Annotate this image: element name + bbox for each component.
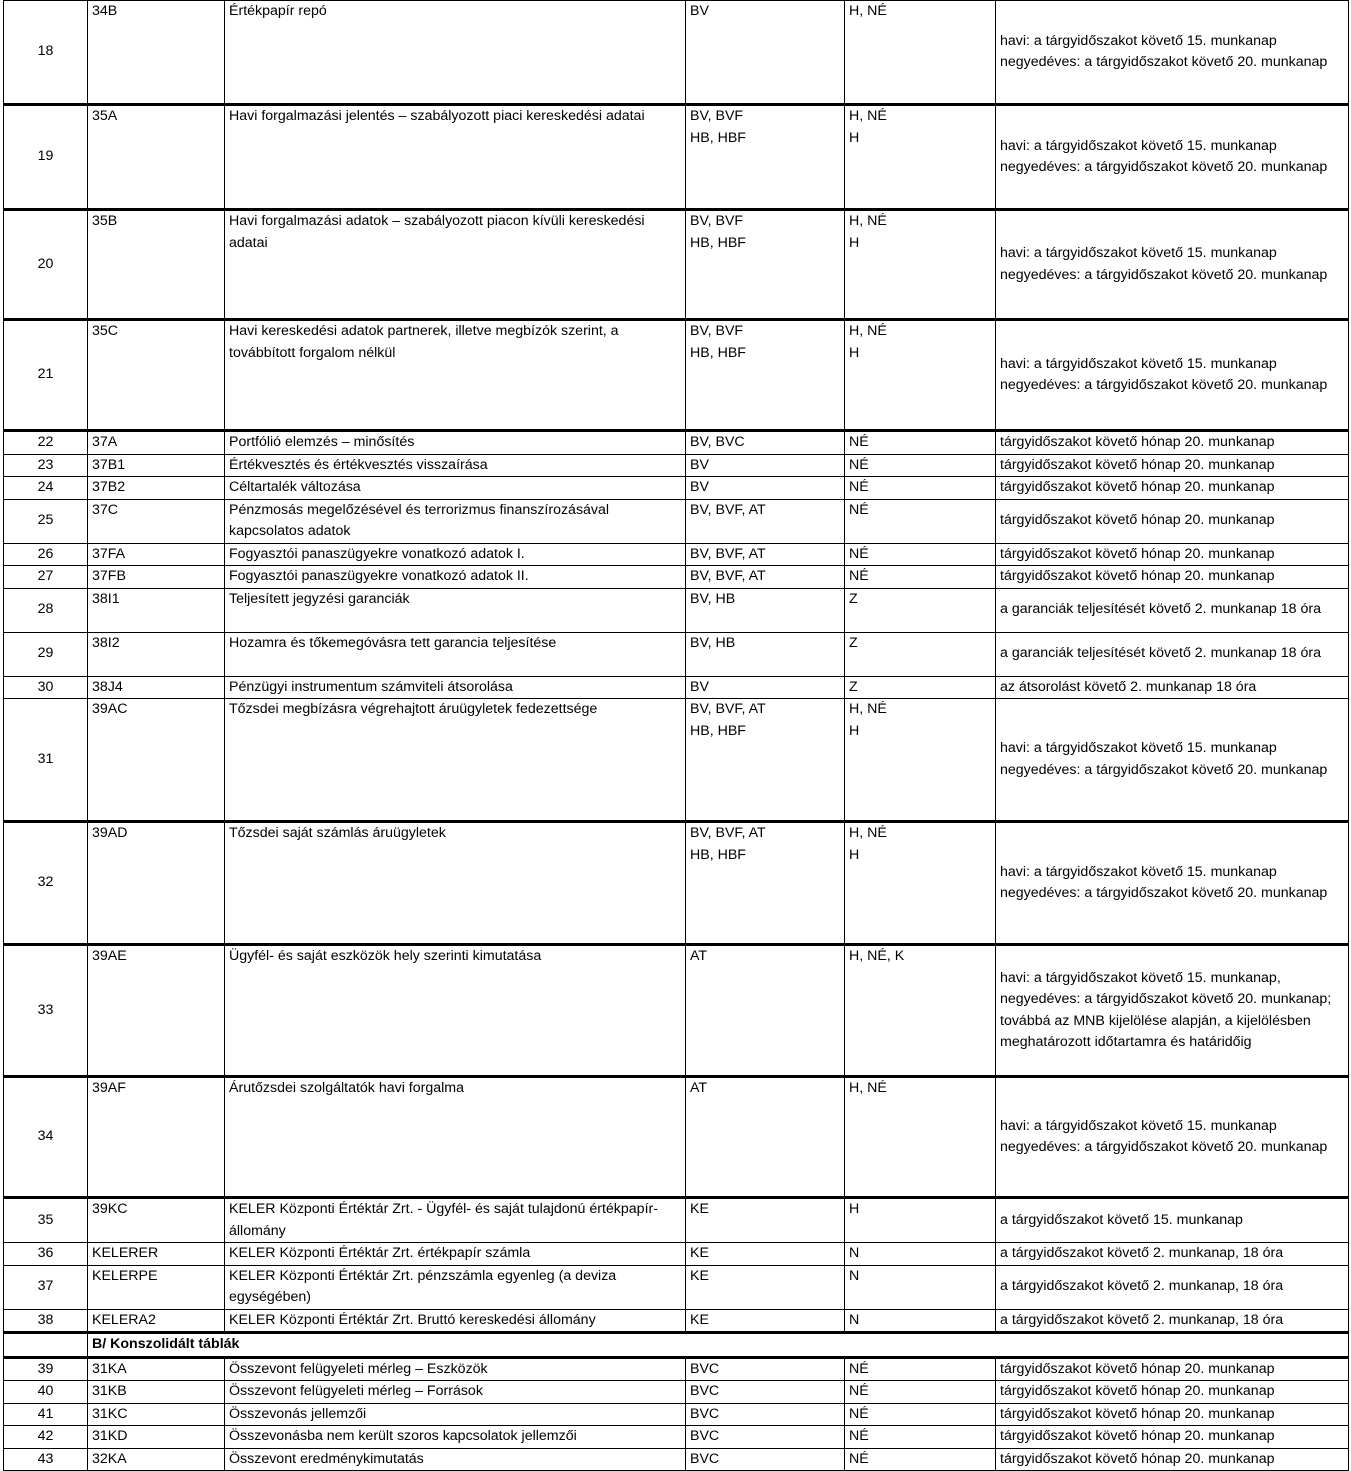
cell-providers: BV, HB [686,588,845,632]
cell-deadline: havi: a tárgyidőszakot követő 15. munkanap negyedéves: a tárgyidőszakot követő 20. munkanap [996,699,1349,822]
cell-code: 39AD [88,822,225,945]
cell-code: 38I1 [88,588,225,632]
cell-deadline: havi: a tárgyidőszakot követő 15. munkanap negyedéves: a tárgyidőszakot követő 20. munkanap [996,320,1349,431]
cell-freq: NÉ [845,1381,996,1404]
cell-no: 23 [4,454,88,477]
cell-deadline: tárgyidőszakot követő hónap 20. munkanap [996,431,1349,455]
cell-deadline: tárgyidőszakot követő hónap 20. munkanap [996,1403,1349,1426]
table-row [4,1357,1349,1381]
cell-deadline: tárgyidőszakot követő hónap 20. munkanap [996,1448,1349,1471]
cell-deadline: havi: a tárgyidőszakot követő 15. munkanap negyedéves: a tárgyidőszakot követő 20. munkanap [996,1,1349,105]
cell-code: KELERA2 [88,1309,225,1333]
cell-freq: Z [845,632,996,676]
cell-code: 37B2 [88,477,225,500]
cell-name: Értékpapír repó [225,1,686,105]
cell-name: Ügyfél- és saját eszközök hely szerinti kimutatása [225,945,686,1077]
section-title: B/ Konszolidált táblák [88,1333,1349,1358]
cell-name: KELER Központi Értéktár Zrt. - Ügyfél- és saját tulajdonú értékpapír-állomány [225,1198,686,1243]
cell-name: Havi forgalmazási jelentés – szabályozott piaci kereskedési adatai [225,105,686,210]
cell-deadline: a tárgyidőszakot követő 2. munkanap, 18 óra [996,1265,1349,1309]
cell-code: 31KA [88,1357,225,1381]
cell-deadline: tárgyidőszakot követő hónap 20. munkanap [996,543,1349,566]
cell-providers: BV, BVF HB, HBF [686,105,845,210]
table-row [4,1077,1349,1198]
table-row [4,105,1349,210]
cell-name: Fogyasztói panaszügyekre vonatkozó adatok II. [225,566,686,589]
cell-code: 39AE [88,945,225,1077]
cell-freq: N [845,1243,996,1266]
table-row [4,1381,1349,1404]
cell-deadline: a tárgyidőszakot követő 2. munkanap, 18 óra [996,1309,1349,1333]
cell-providers: KE [686,1243,845,1266]
table-row [4,431,1349,455]
cell-providers: AT [686,945,845,1077]
cell-providers: BV [686,477,845,500]
cell-name: Céltartalék változása [225,477,686,500]
cell-code: 38J4 [88,676,225,699]
cell-providers: BV, BVC [686,431,845,455]
cell-code: 37C [88,499,225,543]
cell-no: 36 [4,1243,88,1266]
cell-providers: BV, BVF, AT [686,543,845,566]
cell-name: KELER Központi Értéktár Zrt. pénzszámla egyenleg (a deviza egységében) [225,1265,686,1309]
cell-no: 37 [4,1265,88,1309]
cell-providers: KE [686,1265,845,1309]
cell-deadline: havi: a tárgyidőszakot követő 15. munkanap negyedéves: a tárgyidőszakot követő 20. munkanap [996,822,1349,945]
table-row [4,1243,1349,1266]
table-row [4,699,1349,822]
cell-name: Teljesített jegyzési garanciák [225,588,686,632]
cell-name: Összevonásba nem került szoros kapcsolatok jellemzői [225,1426,686,1449]
cell-no: 21 [4,320,88,431]
cell-code: 37B1 [88,454,225,477]
cell-freq: H, NÉ [845,1,996,105]
cell-no: 22 [4,431,88,455]
cell-no: 43 [4,1448,88,1471]
cell-freq: H, NÉ H [845,699,996,822]
cell-name: Összevont eredménykimutatás [225,1448,686,1471]
cell-name: Havi forgalmazási adatok – szabályozott piacon kívüli kereskedési adatai [225,210,686,320]
cell-code: 31KD [88,1426,225,1449]
cell-code: 35A [88,105,225,210]
table-body [4,1,1349,1471]
table-row [4,543,1349,566]
cell-no: 33 [4,945,88,1077]
table-row [4,632,1349,676]
cell-freq: NÉ [845,1357,996,1381]
cell-name: Hozamra és tőkemegóvásra tett garancia teljesítése [225,632,686,676]
cell-code: 37FB [88,566,225,589]
table-row [4,320,1349,431]
cell-freq: N [845,1265,996,1309]
cell-freq: Z [845,588,996,632]
cell-name: Tőzsdei saját számlás áruügyletek [225,822,686,945]
cell-name: Havi kereskedési adatok partnerek, illetve megbízók szerint, a továbbított forgalom nélkül [225,320,686,431]
cell-name: Árutőzsdei szolgáltatók havi forgalma [225,1077,686,1198]
table-row [4,1198,1349,1243]
cell-no: 18 [4,1,88,105]
table-row [4,477,1349,500]
cell-name: Összevont felügyeleti mérleg – Eszközök [225,1357,686,1381]
cell-no: 34 [4,1077,88,1198]
cell-deadline: tárgyidőszakot követő hónap 20. munkanap [996,477,1349,500]
table-row [4,1309,1349,1333]
cell-code: 39AF [88,1077,225,1198]
cell-freq: NÉ [845,477,996,500]
cell-deadline: a tárgyidőszakot követő 2. munkanap, 18 óra [996,1243,1349,1266]
cell-deadline: tárgyidőszakot követő hónap 20. munkanap [996,499,1349,543]
cell-name: Tőzsdei megbízásra végrehajtott áruügyletek fedezettsége [225,699,686,822]
cell-providers: BV, BVF, AT [686,566,845,589]
cell-code: 31KC [88,1403,225,1426]
cell-freq: H, NÉ [845,1077,996,1198]
cell-no: 26 [4,543,88,566]
cell-providers: BV, BVF, AT HB, HBF [686,699,845,822]
cell-providers: BV [686,676,845,699]
cell-providers: KE [686,1309,845,1333]
cell-code: 38I2 [88,632,225,676]
cell-name: Összevonás jellemzői [225,1403,686,1426]
table-row [4,1,1349,105]
cell-providers: BV, BVF, AT [686,499,845,543]
cell-code: 31KB [88,1381,225,1404]
cell-no: 35 [4,1198,88,1243]
cell-deadline: tárgyidőszakot követő hónap 20. munkanap [996,566,1349,589]
cell-providers: AT [686,1077,845,1198]
cell-no: 25 [4,499,88,543]
cell-providers: BV [686,454,845,477]
cell-freq: H, NÉ H [845,105,996,210]
cell-providers: BVC [686,1448,845,1471]
cell-name: Pénzügyi instrumentum számviteli átsorolása [225,676,686,699]
table-row [4,676,1349,699]
cell-providers: BV, BVF HB, HBF [686,210,845,320]
cell-deadline: tárgyidőszakot követő hónap 20. munkanap [996,454,1349,477]
table-row [4,588,1349,632]
cell-providers: BV, BVF HB, HBF [686,320,845,431]
cell-name: Portfólió elemzés – minősítés [225,431,686,455]
cell-freq: NÉ [845,454,996,477]
cell-deadline: havi: a tárgyidőszakot követő 15. munkanap negyedéves: a tárgyidőszakot követő 20. munkanap [996,105,1349,210]
section-empty-cell [4,1333,88,1358]
table-row [4,454,1349,477]
cell-freq: H, NÉ H [845,320,996,431]
cell-freq: NÉ [845,543,996,566]
cell-freq: H, NÉ H [845,210,996,320]
cell-no: 31 [4,699,88,822]
table-row [4,499,1349,543]
cell-name: KELER Központi Értéktár Zrt. Bruttó kereskedési állomány [225,1309,686,1333]
section-header-row [4,1333,1349,1358]
reporting-table [3,0,1349,1471]
cell-code: 35C [88,320,225,431]
cell-no: 28 [4,588,88,632]
cell-freq: H [845,1198,996,1243]
cell-no: 30 [4,676,88,699]
cell-no: 39 [4,1357,88,1381]
cell-freq: H, NÉ, K [845,945,996,1077]
cell-freq: NÉ [845,1426,996,1449]
cell-no: 40 [4,1381,88,1404]
cell-no: 27 [4,566,88,589]
cell-providers: BVC [686,1357,845,1381]
cell-providers: BVC [686,1381,845,1404]
cell-no: 41 [4,1403,88,1426]
table-row [4,1426,1349,1449]
cell-freq: N [845,1309,996,1333]
cell-providers: BV [686,1,845,105]
cell-no: 29 [4,632,88,676]
cell-freq: H, NÉ H [845,822,996,945]
cell-deadline: az átsorolást követő 2. munkanap 18 óra [996,676,1349,699]
cell-freq: NÉ [845,431,996,455]
cell-deadline: tárgyidőszakot követő hónap 20. munkanap [996,1381,1349,1404]
cell-deadline: a tárgyidőszakot követő 15. munkanap [996,1198,1349,1243]
cell-name: Összevont felügyeleti mérleg – Források [225,1381,686,1404]
cell-deadline: havi: a tárgyidőszakot követő 15. munkanap negyedéves: a tárgyidőszakot követő 20. munkanap [996,1077,1349,1198]
table-row [4,822,1349,945]
cell-freq: NÉ [845,1448,996,1471]
cell-deadline: a garanciák teljesítését követő 2. munkanap 18 óra [996,632,1349,676]
cell-code: 39AC [88,699,225,822]
cell-code: 37FA [88,543,225,566]
cell-code: 32KA [88,1448,225,1471]
cell-freq: NÉ [845,566,996,589]
cell-freq: NÉ [845,499,996,543]
cell-deadline: havi: a tárgyidőszakot követő 15. munkanap negyedéves: a tárgyidőszakot követő 20. munkanap [996,210,1349,320]
cell-name: Fogyasztói panaszügyekre vonatkozó adatok I. [225,543,686,566]
cell-code: KELERPE [88,1265,225,1309]
table-row [4,210,1349,320]
cell-code: 39KC [88,1198,225,1243]
table-row [4,945,1349,1077]
cell-name: Pénzmosás megelőzésével és terrorizmus finanszírozásával kapcsolatos adatok [225,499,686,543]
cell-no: 24 [4,477,88,500]
cell-no: 19 [4,105,88,210]
cell-name: Értékvesztés és értékvesztés visszaírása [225,454,686,477]
table-row [4,1448,1349,1471]
cell-code: KELERER [88,1243,225,1266]
cell-providers: BV, BVF, AT HB, HBF [686,822,845,945]
cell-providers: BVC [686,1403,845,1426]
cell-no: 20 [4,210,88,320]
cell-no: 42 [4,1426,88,1449]
cell-deadline: tárgyidőszakot követő hónap 20. munkanap [996,1357,1349,1381]
cell-name: KELER Központi Értéktár Zrt. értékpapír számla [225,1243,686,1266]
table-row [4,1265,1349,1309]
cell-deadline: tárgyidőszakot követő hónap 20. munkanap [996,1426,1349,1449]
cell-providers: BV, HB [686,632,845,676]
cell-deadline: havi: a tárgyidőszakot követő 15. munkanap, negyedéves: a tárgyidőszakot követő 20. munkanap; továbbá az MNB kijelölése alapján, a kijelölésben meghatározott időtartamra és határidőig [996,945,1349,1077]
cell-providers: BVC [686,1426,845,1449]
table-row [4,1403,1349,1426]
table-row [4,566,1349,589]
cell-code: 35B [88,210,225,320]
cell-no: 32 [4,822,88,945]
cell-no: 38 [4,1309,88,1333]
cell-code: 37A [88,431,225,455]
cell-freq: NÉ [845,1403,996,1426]
cell-code: 34B [88,1,225,105]
cell-providers: KE [686,1198,845,1243]
cell-freq: Z [845,676,996,699]
cell-deadline: a garanciák teljesítését követő 2. munkanap 18 óra [996,588,1349,632]
